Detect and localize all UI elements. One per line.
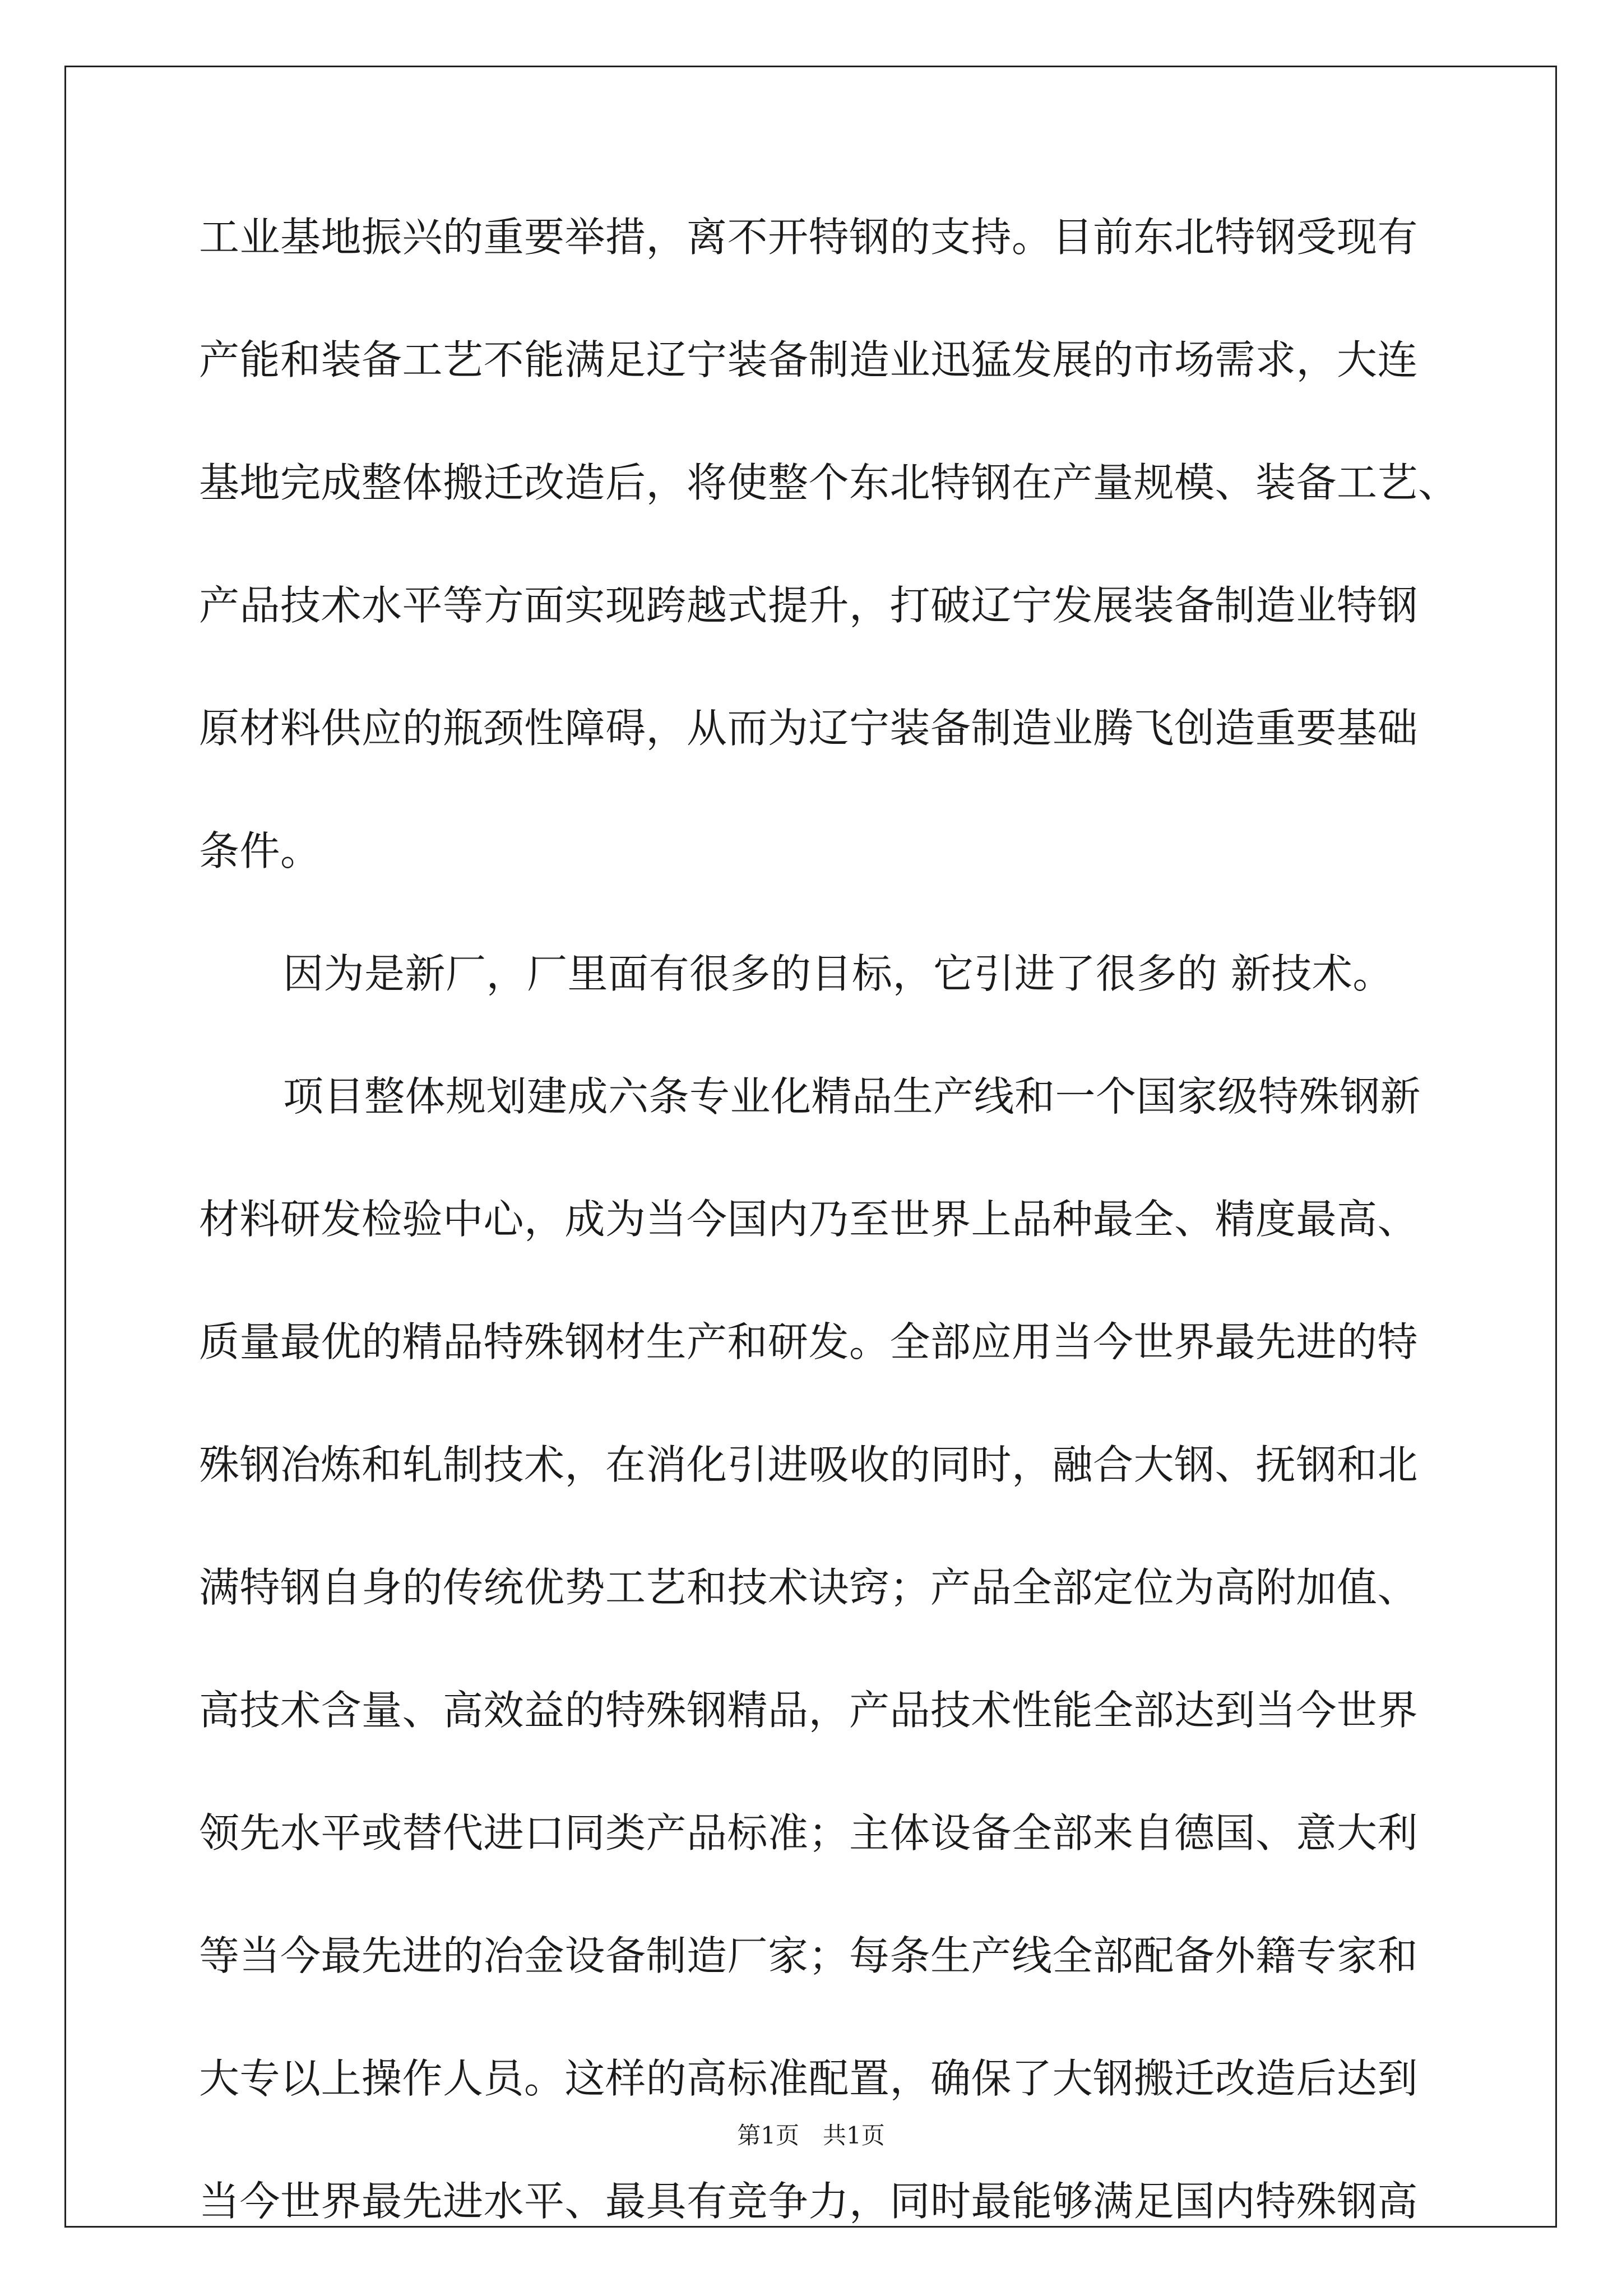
text-line: 等当今最先进的冶金设备制造厂家；每条生产线全部配备外籍专家和 [199,1932,1419,1979]
text-line: 项目整体规划建成六条专业化精品生产线和一个国家级特殊钢新 [283,1073,1421,1120]
text-line: 高技术含量、高效益的特殊钢精品，产品技术性能全部达到当今世界 [199,1687,1419,1734]
text-line: 原材料供应的瓶颈性障碍，从而为辽宁装备制造业腾飞创造重要基础 [199,705,1419,752]
text-line: 大专以上操作人员。这样的高标准配置，确保了大钢搬迁改造后达到 [199,2055,1419,2102]
page-footer: 第1页 共1页 [737,2122,885,2149]
text-line: 因为是新厂，厂里面有很多的目标，它引进了很多的 新技术。 [283,950,1393,997]
document-body [199,209,1459,2296]
text-line: 产品技术水平等方面实现跨越式提升，打破辽宁发展装备制造业特钢 [199,582,1419,629]
text-line: 质量最优的精品特殊钢材生产和研发。全部应用当今世界最先进的特 [199,1318,1419,1365]
text-line: 工业基地振兴的重要举措，离不开特钢的支持。目前东北特钢受现有 [199,214,1419,261]
text-line: 领先水平或替代进口同类产品标准；主体设备全部来自德国、意大利 [199,1809,1419,1857]
text-line: 满特钢自身的传统优势工艺和技术诀窍；产品全部定位为高附加值、 [199,1564,1419,1611]
text-line: 产能和装备工艺不能满足辽宁装备制造业迅猛发展的市场需求，大连 [199,336,1419,383]
text-line: 条件。 [199,827,321,874]
text-line: 当今世界最先进水平、最具有竞争力，同时最能够满足国内特殊钢高 [199,2178,1419,2225]
text-line: 殊钢冶炼和轧制技术，在消化引进吸收的同时，融合大钢、抚钢和北 [199,1441,1419,1488]
text-line: 材料研发检验中心，成为当今国内乃至世界上品种最全、精度最高、 [199,1196,1419,1243]
text-line: 基地完成整体搬迁改造后，将使整个东北特钢在产量规模、装备工艺、 [199,459,1459,506]
